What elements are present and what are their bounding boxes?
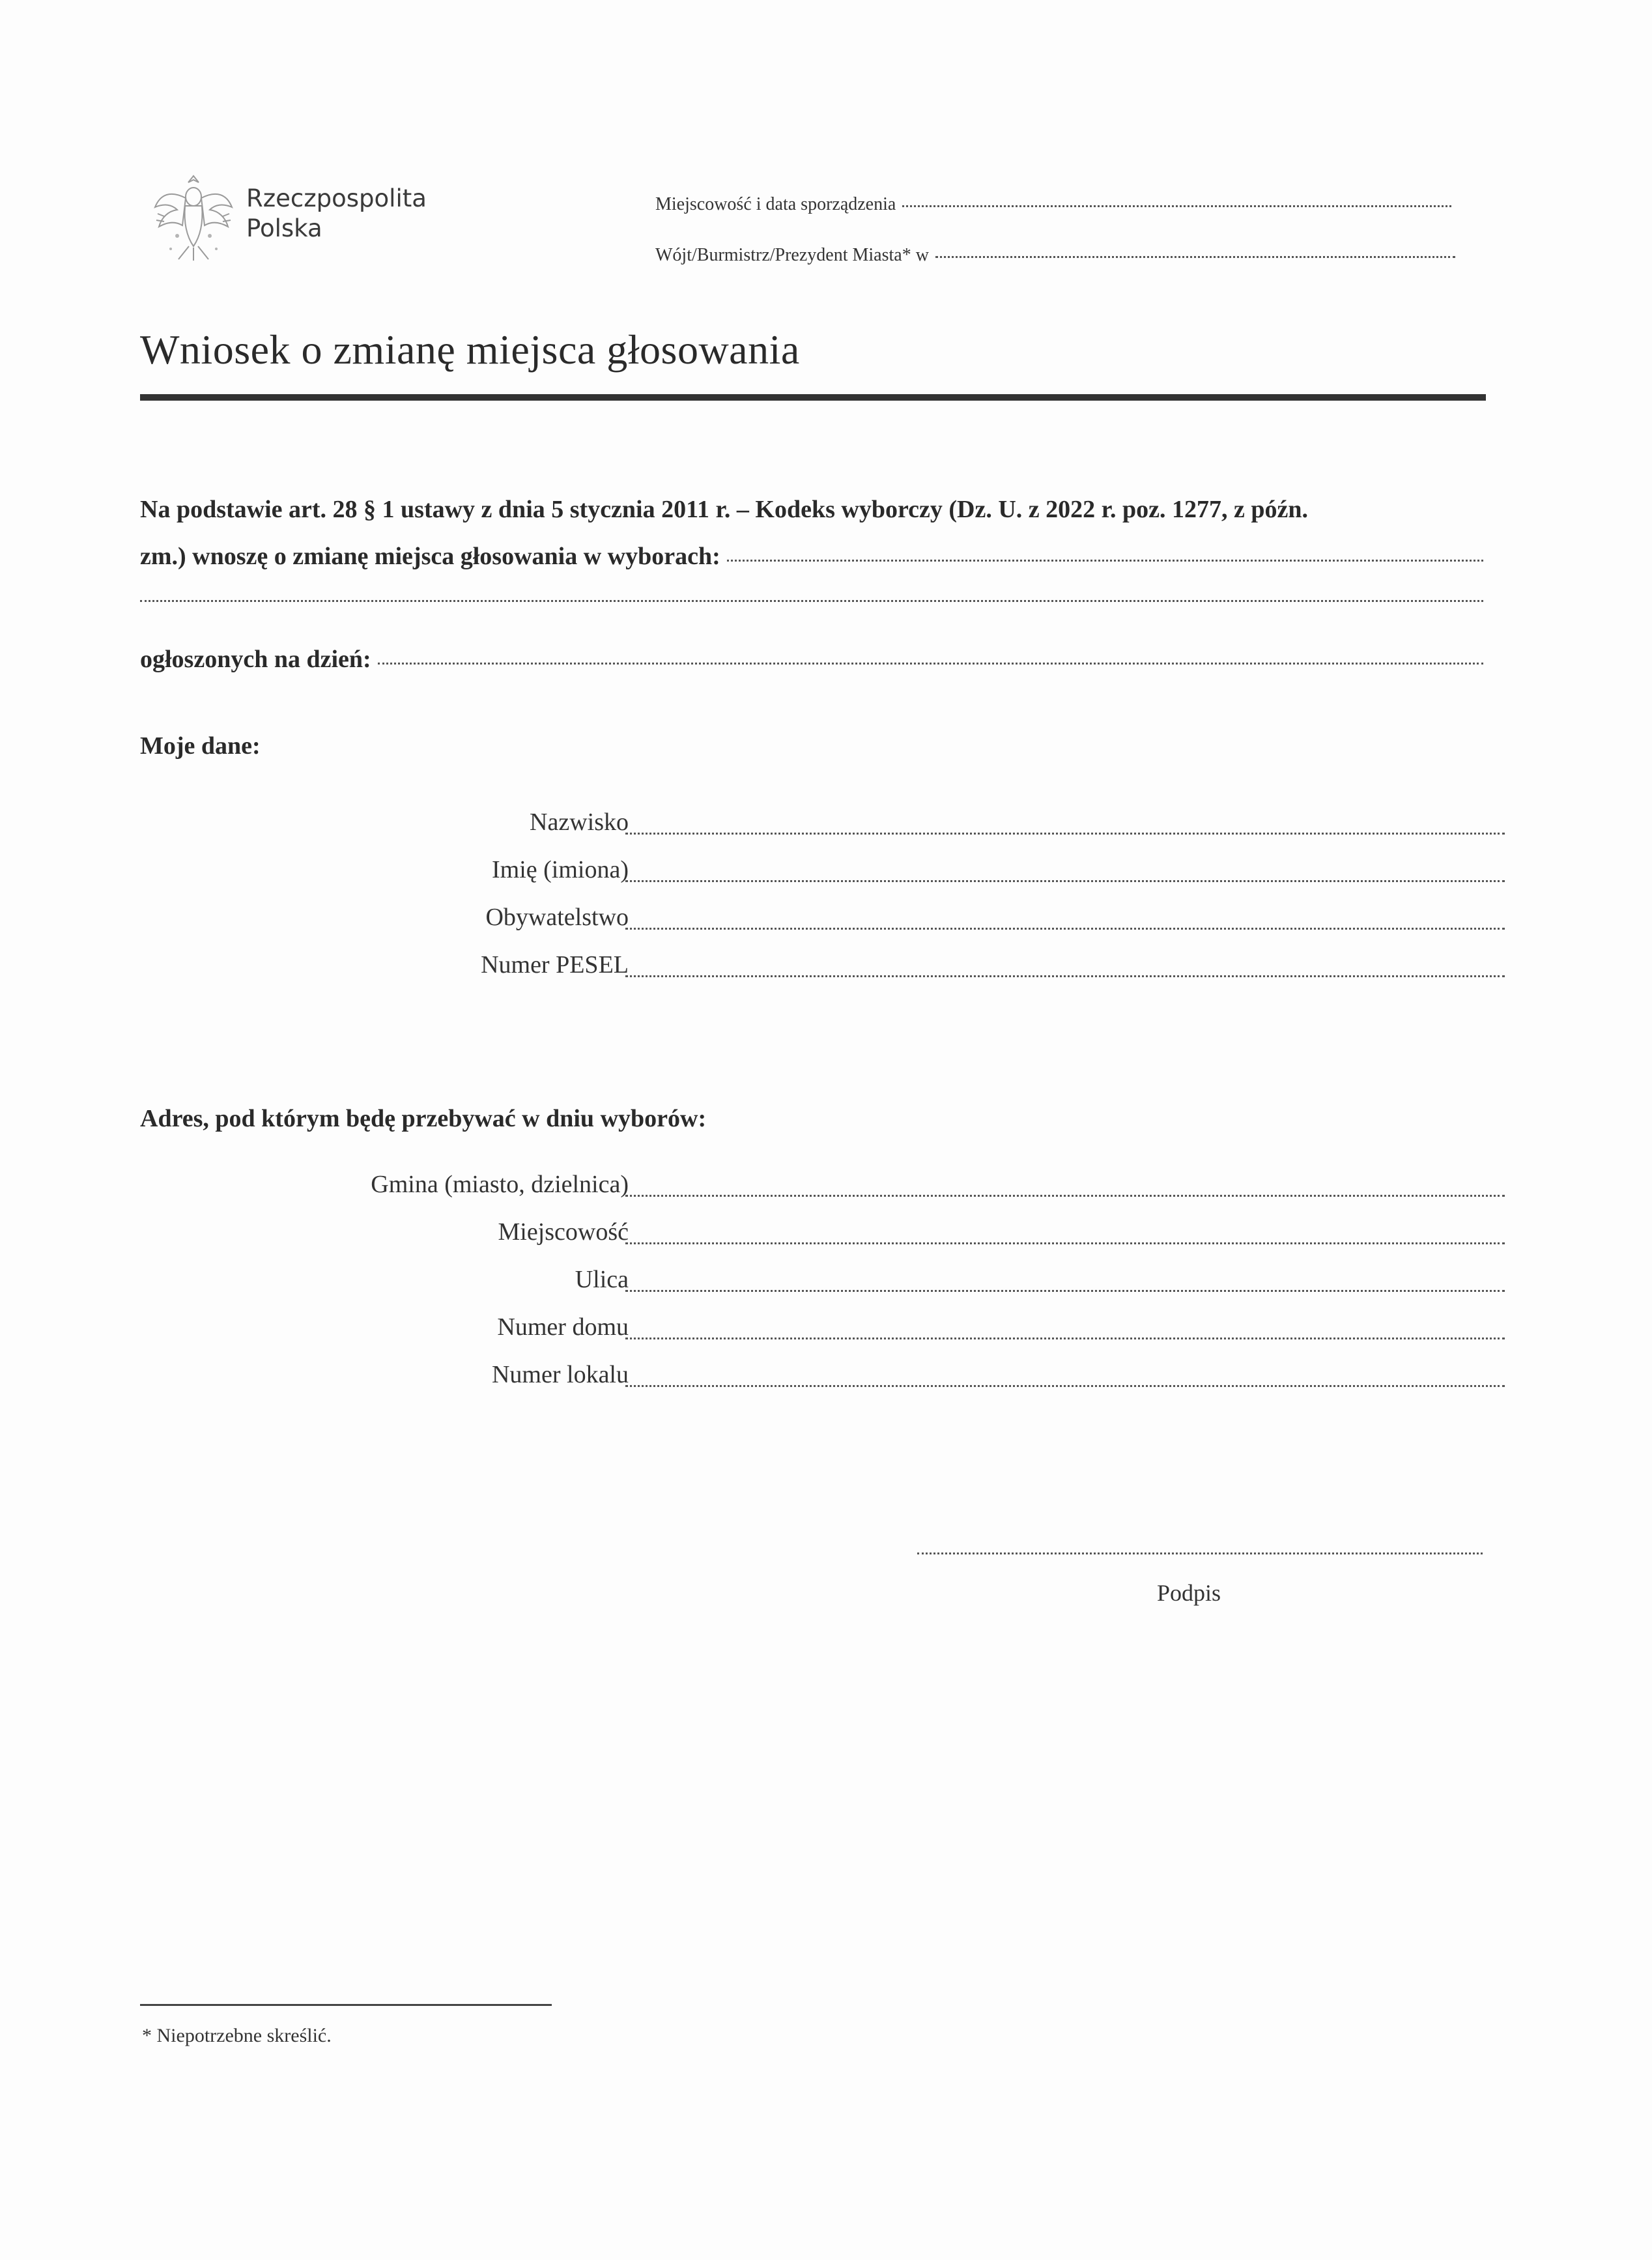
municipality-field[interactable] [130,1170,1505,1209]
address-heading: Adres, pod którym będę przebywać w dniu wyborów: [140,1105,707,1132]
street-line[interactable] [625,1290,1505,1292]
election-field[interactable] [140,542,1483,571]
announced-date-field[interactable] [140,645,1483,674]
pesel-field[interactable] [130,951,1505,990]
municipality-label: Gmina (miasto, dzielnica) [371,1171,629,1198]
surname-field[interactable] [130,808,1505,847]
election-field-continued[interactable] [140,599,1483,625]
street-field[interactable] [130,1265,1505,1304]
brand-name [246,184,427,244]
polish-eagle-emblem-icon [151,171,236,263]
page-title: Wniosek o zmianę miejsca głosowania [140,326,800,373]
apartment-number-label: Numer lokalu [491,1361,629,1388]
personal-data-heading: Moje dane: [140,732,261,760]
brand-line-1: Rzeczpospolita [246,184,427,212]
first-names-line[interactable] [625,880,1505,882]
place-date-label: Miejscowość i data sporządzenia [655,194,896,214]
apartment-number-line[interactable] [625,1385,1505,1387]
house-number-label: Numer domu [497,1313,629,1341]
locality-line[interactable] [625,1242,1505,1244]
authority-line[interactable] [935,255,1455,258]
signature-line[interactable] [917,1552,1483,1554]
citizenship-line[interactable] [625,928,1505,930]
apartment-number-field[interactable] [130,1360,1505,1399]
municipality-line[interactable] [625,1195,1505,1197]
place-date-line[interactable] [902,205,1451,207]
title-divider [140,394,1486,401]
pesel-line[interactable] [625,975,1505,977]
surname-label: Nazwisko [530,808,629,836]
first-names-field[interactable] [130,855,1505,894]
intro-line-2: zm.) wnoszę o zmianę miejsca głosowania w wyborach: [140,543,720,570]
signature-label: Podpis [1157,1580,1221,1606]
election-line[interactable] [727,559,1483,562]
house-number-field[interactable] [130,1313,1505,1352]
street-label: Ulica [575,1266,629,1293]
announced-date-label: ogłoszonych na dzień: [140,646,371,673]
authority-field[interactable] [655,245,1455,266]
locality-label: Miejscowość [498,1218,629,1246]
place-date-field[interactable] [655,194,1451,215]
announced-date-line[interactable] [378,662,1483,665]
house-number-line[interactable] [625,1337,1505,1339]
brand-line-2: Polska [246,214,322,242]
election-line-2[interactable] [140,599,1483,602]
citizenship-label: Obywatelstwo [485,904,629,931]
footnote: * Niepotrzebne skreślić. [142,2025,332,2046]
first-names-label: Imię (imiona) [492,856,629,883]
intro-line-1: Na podstawie art. 28 § 1 ustawy z dnia 5 stycznia 2011 r. – Kodeks wyborczy (Dz. U. z 2022 r. poz. 1277, z późn. [140,496,1309,523]
surname-line[interactable] [625,833,1505,835]
pesel-label: Numer PESEL [481,951,629,979]
locality-field[interactable] [130,1218,1505,1257]
authority-label: Wójt/Burmistrz/Prezydent Miasta* w [655,245,929,265]
footnote-divider [140,2004,552,2006]
citizenship-field[interactable] [130,903,1505,942]
